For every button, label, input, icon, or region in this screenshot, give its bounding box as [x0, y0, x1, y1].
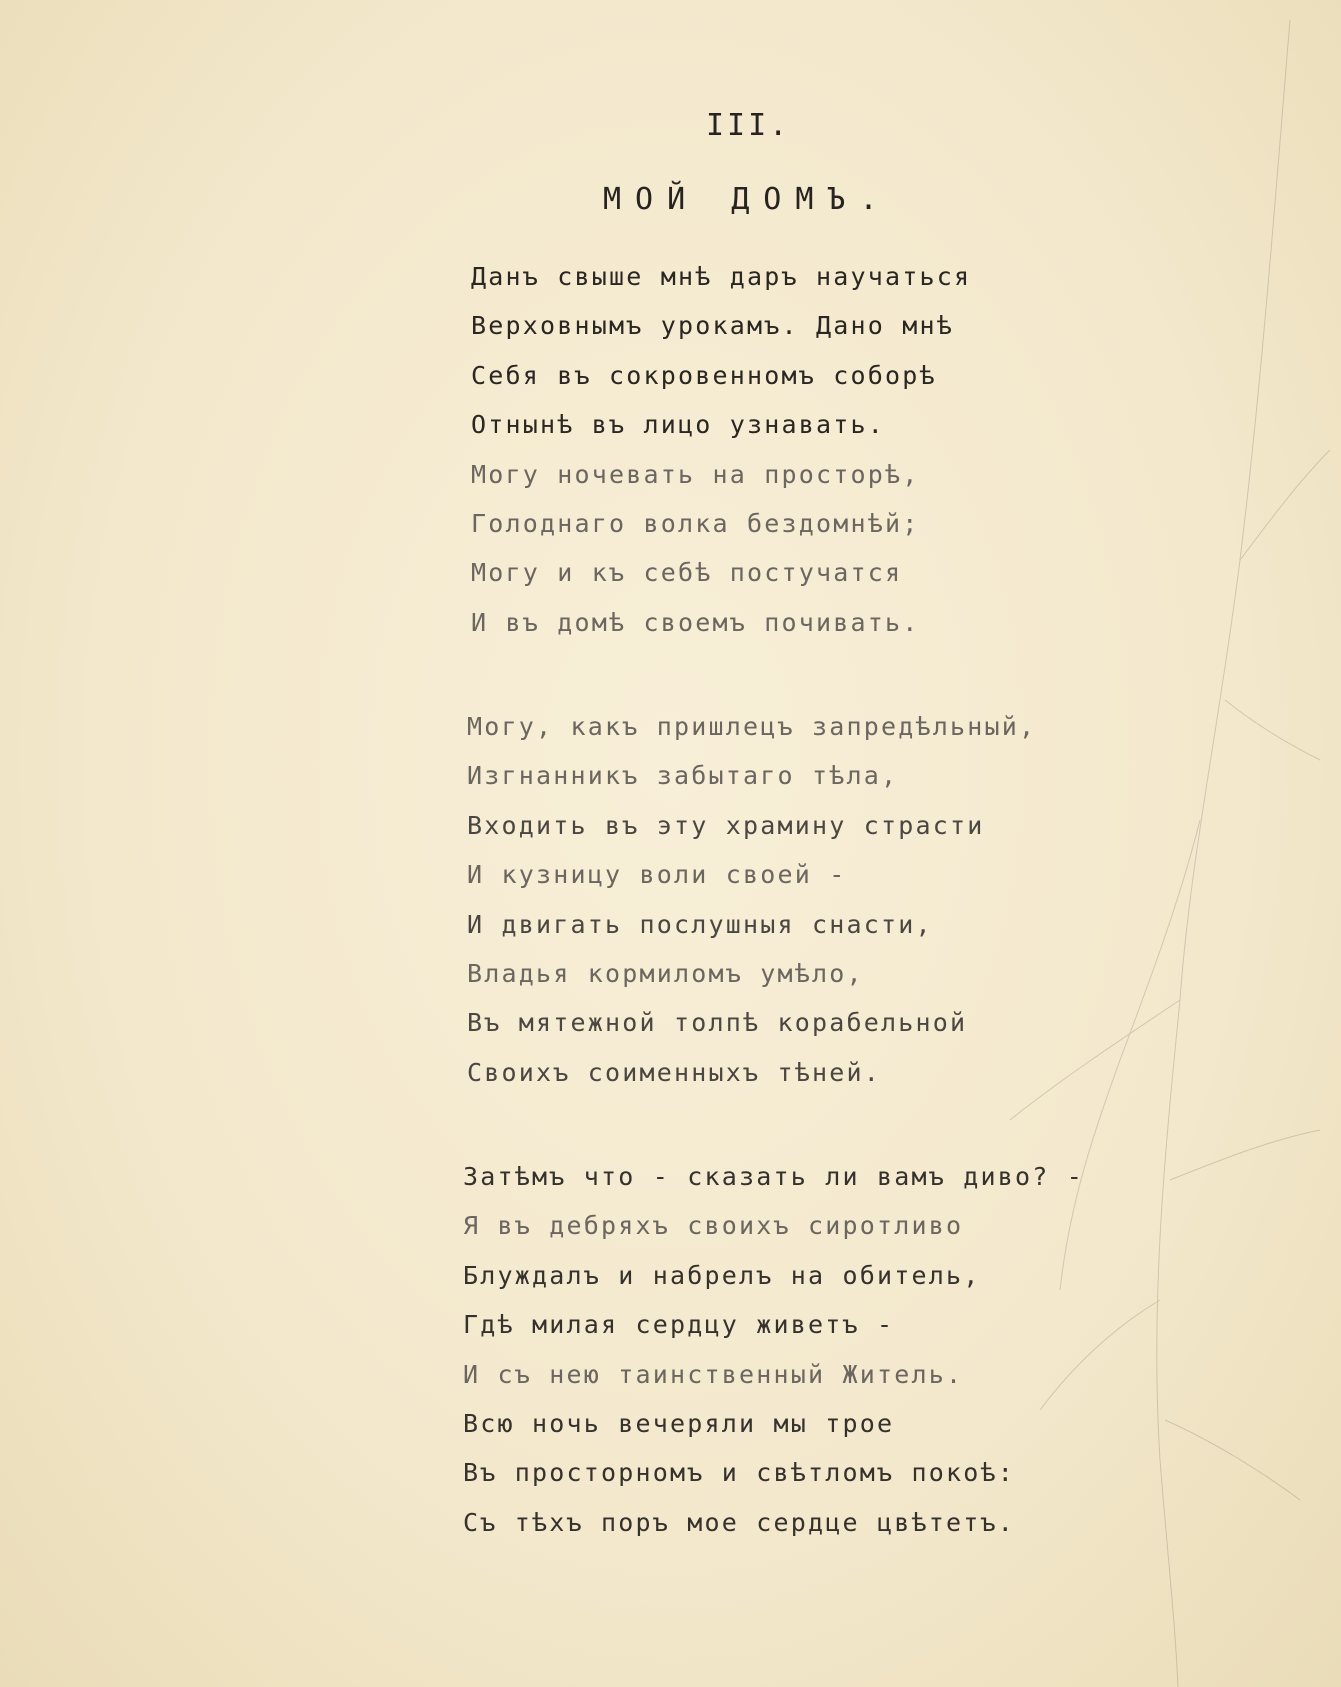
verse-line: Верховнымъ урокамъ. Дано мнѣ [471, 311, 955, 341]
verse-line: Себя въ сокровенномъ соборѣ [471, 360, 937, 390]
verse-line: Я въ дебряхъ своихъ сиротливо [463, 1211, 964, 1241]
verse-line: Въ просторномъ и свѣтломъ покоѣ: [463, 1458, 1016, 1488]
verse-line: Своихъ соименныхъ тѣней. [467, 1057, 882, 1087]
verse-line: Блуждалъ и набрелъ на обитель, [463, 1260, 981, 1290]
verse-line: И въ домѣ своемъ почивать. [471, 607, 920, 637]
verse-line: Владья кормиломъ умѣло, [467, 958, 864, 988]
verse-line: Отнынѣ въ лицо узнавать. [471, 410, 886, 440]
section-number: III. [706, 108, 791, 143]
verse-line: Съ тѣхъ поръ мое сердце цвѣтетъ. [463, 1507, 1016, 1537]
verse-line: Голоднаго волка бездомнѣй; [471, 508, 920, 538]
verse-line: Затѣмъ что - сказать ли вамъ диво? - [463, 1162, 1085, 1191]
verse-line: И двигать послушныя снасти, [467, 909, 933, 939]
verse-line: Гдѣ милая сердцу живетъ - [463, 1310, 895, 1340]
verse-line: Данъ свыше мнѣ даръ научаться [471, 262, 972, 291]
verse-line: Могу и къ себѣ постучатся [471, 558, 903, 588]
stanza-1 [471, 252, 971, 647]
verse-line: Могу, какъ пришлецъ запредѣльный, [467, 712, 1037, 741]
verse-line: И съ нею таинственный Житель. [463, 1359, 964, 1389]
verse-line: Въ мятежной толпѣ корабельной [467, 1008, 968, 1038]
verse-line: Могу ночевать на просторѣ, [471, 459, 920, 489]
verse-line: Входить въ эту храмину страсти [467, 810, 985, 840]
verse-line: Всю ночь вечеряли мы трое [463, 1408, 895, 1438]
stanza-2 [467, 702, 1036, 1097]
verse-line: И кузницу воли своей - [467, 860, 847, 890]
verse-line: Изгнанникъ забытаго тѣла, [467, 761, 899, 791]
stanza-3 [463, 1152, 1084, 1547]
poem-title: МОЙ ДОМЪ. [603, 182, 892, 217]
